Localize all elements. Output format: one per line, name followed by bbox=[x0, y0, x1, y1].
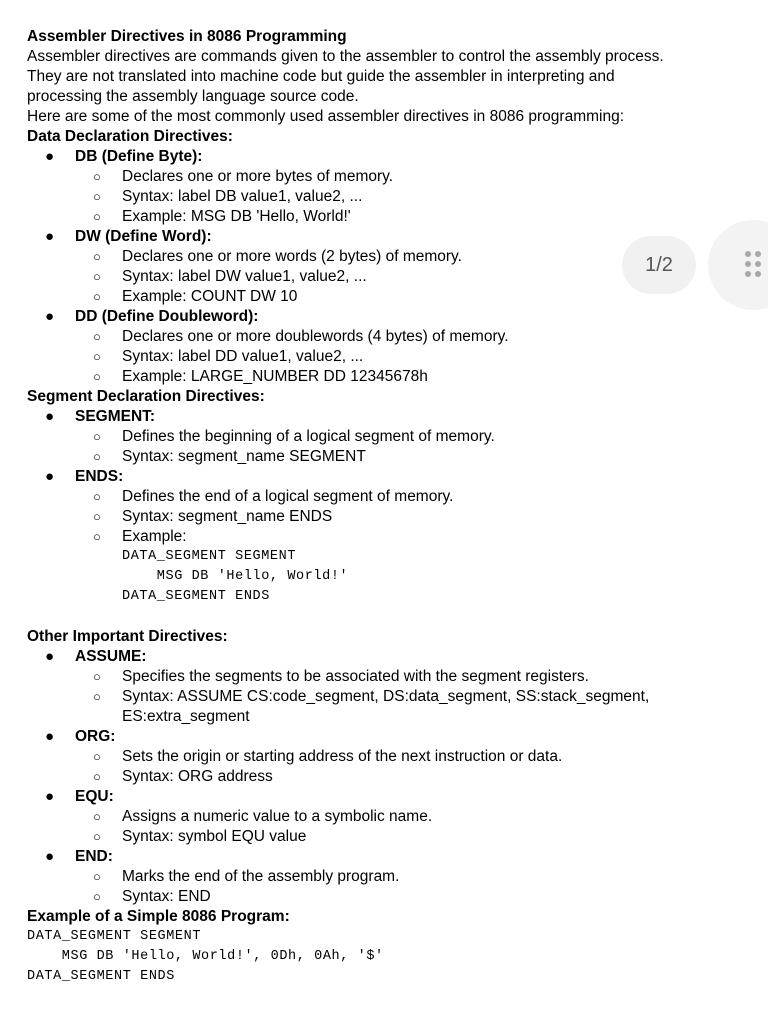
bullet: ○ bbox=[93, 329, 101, 344]
bullet: ○ bbox=[93, 689, 101, 704]
bullet: ● bbox=[45, 148, 55, 165]
directive-name: DW (Define Word): bbox=[75, 228, 212, 245]
page-indicator bbox=[622, 236, 696, 294]
list-item bbox=[0, 867, 768, 887]
list-item bbox=[0, 667, 768, 687]
item-text: Defines the beginning of a logical segment of memory. bbox=[122, 428, 495, 445]
intro-line: Here are some of the most commonly used assembler directives in 8086 programming: bbox=[27, 108, 625, 125]
bullet: ● bbox=[45, 648, 55, 665]
bullet: ○ bbox=[93, 489, 101, 504]
bullet: ○ bbox=[93, 509, 101, 524]
item-text: Declares one or more bytes of memory. bbox=[122, 168, 394, 185]
list-item-continuation: ES:extra_segment bbox=[122, 708, 250, 725]
code-line: MSG DB 'Hello, World!', 0Dh, 0Ah, '$' bbox=[27, 949, 384, 964]
intro-line: processing the assembly language source code. bbox=[27, 88, 359, 105]
section-heading-example: Example of a Simple 8086 Program: bbox=[27, 908, 290, 925]
list-item bbox=[0, 427, 768, 447]
directive-ends bbox=[0, 467, 768, 487]
item-text: Syntax: label DD value1, value2, ... bbox=[122, 348, 364, 365]
item-text: Syntax: segment_name SEGMENT bbox=[122, 448, 366, 465]
bullet: ○ bbox=[93, 449, 101, 464]
item-text: Declares one or more words (2 bytes) of memory. bbox=[122, 248, 462, 265]
bullet: ○ bbox=[93, 349, 101, 364]
item-text: Sets the origin or starting address of the next instruction or data. bbox=[122, 748, 563, 765]
item-text: Syntax: label DB value1, value2, ... bbox=[122, 188, 363, 205]
list-item bbox=[0, 367, 768, 387]
item-text: Syntax: ASSUME CS:code_segment, DS:data_segment, SS:stack_segment, bbox=[122, 688, 650, 705]
directive-dd bbox=[0, 307, 768, 327]
bullet: ● bbox=[45, 788, 55, 805]
list-item bbox=[0, 807, 768, 827]
list-item bbox=[0, 747, 768, 767]
list-item bbox=[0, 347, 768, 367]
directive-name: ENDS: bbox=[75, 468, 124, 485]
directive-name: ORG: bbox=[75, 728, 116, 745]
directive-end bbox=[0, 847, 768, 867]
bullet: ○ bbox=[93, 429, 101, 444]
list-item bbox=[0, 827, 768, 847]
page-title: Assembler Directives in 8086 Programming bbox=[27, 28, 347, 45]
bullet: ● bbox=[45, 408, 55, 425]
directive-name: ASSUME: bbox=[75, 648, 147, 665]
page-indicator-text: 1/2 bbox=[645, 253, 673, 276]
item-text: Example: bbox=[122, 528, 187, 545]
directive-segment bbox=[0, 407, 768, 427]
directive-org bbox=[0, 727, 768, 747]
bullet: ○ bbox=[93, 749, 101, 764]
list-item bbox=[0, 767, 768, 787]
bullet: ○ bbox=[93, 209, 101, 224]
list-item bbox=[0, 327, 768, 347]
item-text: Defines the end of a logical segment of memory. bbox=[122, 488, 454, 505]
bullet: ○ bbox=[93, 269, 101, 284]
intro-line: Assembler directives are commands given to the assembler to control the assembly process. bbox=[27, 48, 664, 65]
spacer bbox=[0, 607, 768, 627]
list-item bbox=[0, 687, 768, 707]
item-text: Assigns a numeric value to a symbolic name. bbox=[122, 808, 433, 825]
directive-assume bbox=[0, 647, 768, 667]
item-text: Example: LARGE_NUMBER DD 12345678h bbox=[122, 368, 428, 385]
code-line: DATA_SEGMENT SEGMENT bbox=[122, 549, 297, 564]
code-line: MSG DB 'Hello, World!' bbox=[122, 569, 349, 584]
item-text: Syntax: segment_name ENDS bbox=[122, 508, 333, 525]
item-text: Example: MSG DB 'Hello, World!' bbox=[122, 208, 351, 225]
bullet: ● bbox=[45, 468, 55, 485]
bullet: ○ bbox=[93, 189, 101, 204]
section-heading-other-directives: Other Important Directives: bbox=[27, 628, 228, 645]
bullet: ● bbox=[45, 308, 55, 325]
code-line: DATA_SEGMENT SEGMENT bbox=[27, 929, 202, 944]
list-item bbox=[0, 447, 768, 467]
bullet: ● bbox=[45, 228, 55, 245]
list-item bbox=[0, 207, 768, 227]
directive-name: END: bbox=[75, 848, 113, 865]
item-text: Specifies the segments to be associated with the segment registers. bbox=[122, 668, 589, 685]
section-heading-data-declaration: Data Declaration Directives: bbox=[27, 128, 233, 145]
bullet: ○ bbox=[93, 369, 101, 384]
directive-db bbox=[0, 147, 768, 167]
bullet: ○ bbox=[93, 289, 101, 304]
document-page bbox=[0, 27, 768, 987]
bullet: ○ bbox=[93, 769, 101, 784]
list-item bbox=[0, 527, 768, 547]
bullet: ● bbox=[45, 848, 55, 865]
item-text: Syntax: ORG address bbox=[122, 768, 273, 785]
intro-line: They are not translated into machine code but guide the assembler in interpreting and bbox=[27, 68, 615, 85]
item-text: Example: COUNT DW 10 bbox=[122, 288, 298, 305]
directive-equ bbox=[0, 787, 768, 807]
bullet: ○ bbox=[93, 889, 101, 904]
item-text: Syntax: END bbox=[122, 888, 211, 905]
drag-handle-dots-icon[interactable] bbox=[745, 251, 765, 279]
directive-name: SEGMENT: bbox=[75, 408, 156, 425]
list-item bbox=[0, 887, 768, 907]
bullet: ○ bbox=[93, 529, 101, 544]
bullet: ○ bbox=[93, 809, 101, 824]
bullet: ○ bbox=[93, 869, 101, 884]
list-item bbox=[0, 507, 768, 527]
list-item bbox=[0, 487, 768, 507]
bullet: ○ bbox=[93, 249, 101, 264]
bullet: ○ bbox=[93, 669, 101, 684]
section-heading-segment-declaration: Segment Declaration Directives: bbox=[27, 388, 265, 405]
item-text: Declares one or more doublewords (4 bytes) of memory. bbox=[122, 328, 509, 345]
bullet: ○ bbox=[93, 829, 101, 844]
code-line: DATA_SEGMENT ENDS bbox=[27, 969, 175, 984]
directive-name: EQU: bbox=[75, 788, 114, 805]
bullet: ● bbox=[45, 728, 55, 745]
item-text: Syntax: symbol EQU value bbox=[122, 828, 307, 845]
directive-name: DB (Define Byte): bbox=[75, 148, 203, 165]
code-line: DATA_SEGMENT ENDS bbox=[122, 589, 270, 604]
item-text: Marks the end of the assembly program. bbox=[122, 868, 400, 885]
list-item bbox=[0, 187, 768, 207]
item-text: Syntax: label DW value1, value2, ... bbox=[122, 268, 367, 285]
list-item bbox=[0, 167, 768, 187]
bullet: ○ bbox=[93, 169, 101, 184]
directive-name: DD (Define Doubleword): bbox=[75, 308, 259, 325]
